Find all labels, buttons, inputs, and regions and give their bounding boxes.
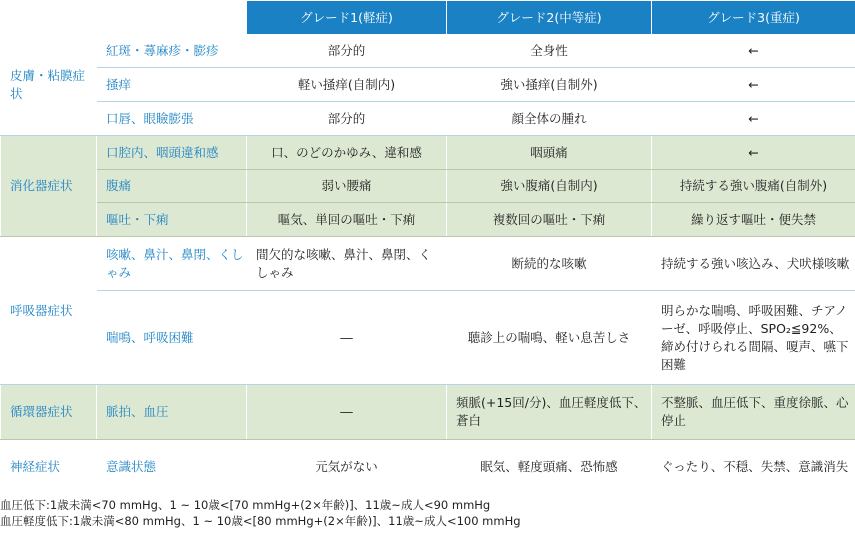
row-grade3: 明らかな喘鳴、呼吸困難、チアノーゼ、呼吸停止、SPO₂≦92%、締め付けられる間隔、嗄声、嚥下困難 bbox=[652, 291, 855, 385]
row-grade1: 口、のどのかゆみ、違和感 bbox=[247, 136, 447, 170]
row-grade1: 軽い掻痒(自制内) bbox=[247, 68, 447, 102]
table-row bbox=[1, 385, 855, 440]
row-grade2: 咽頭痛 bbox=[447, 136, 652, 170]
footnotes bbox=[0, 497, 521, 529]
row-item: 口唇、眼瞼膨張 bbox=[97, 102, 247, 136]
row-grade1: 部分的 bbox=[247, 102, 447, 136]
header-grade2: グレード2(中等症) bbox=[447, 1, 652, 35]
row-grade1: 元気がない bbox=[247, 440, 447, 494]
row-grade2: 眠気、軽度頭痛、恐怖感 bbox=[447, 440, 652, 494]
row-grade3: ← bbox=[652, 136, 855, 170]
table-row bbox=[1, 102, 855, 136]
row-grade2: 全身性 bbox=[447, 35, 652, 68]
row-grade1: ― bbox=[247, 291, 447, 385]
row-grade3: 繰り返す嘔吐・便失禁 bbox=[652, 203, 855, 237]
row-item: 嘔吐・下痢 bbox=[97, 203, 247, 237]
row-grade2: 強い腹痛(自制内) bbox=[447, 170, 652, 203]
table-row bbox=[1, 136, 855, 170]
row-grade1: 弱い腰痛 bbox=[247, 170, 447, 203]
row-grade1: 間欠的な咳嗽、鼻汁、鼻閉、くしゃみ bbox=[247, 237, 447, 291]
row-item: 意識状態 bbox=[97, 440, 247, 494]
row-grade2: 頻脈(+15回/分)、血圧軽度低下、蒼白 bbox=[447, 385, 652, 440]
row-item: 掻痒 bbox=[97, 68, 247, 102]
category-circulatory: 循環器症状 bbox=[1, 385, 97, 440]
footnote-hypotension: 血圧低下:1歳未満<70 mmHg、1 ~ 10歳<[70 mmHg+(2×年齢)]、11歳~成人<90 mmHg bbox=[0, 498, 491, 512]
header-row bbox=[1, 1, 855, 35]
table-row bbox=[1, 170, 855, 203]
table-row bbox=[1, 291, 855, 385]
header-blank-2 bbox=[97, 1, 247, 35]
row-grade2: 複数回の嘔吐・下痢 bbox=[447, 203, 652, 237]
table-row bbox=[1, 237, 855, 291]
table-row bbox=[1, 68, 855, 102]
row-item: 脈拍、血圧 bbox=[97, 385, 247, 440]
category-neuro: 神経症状 bbox=[1, 440, 97, 494]
row-grade1: ― bbox=[247, 385, 447, 440]
row-item: 咳嗽、鼻汁、鼻閉、くしゃみ bbox=[97, 237, 247, 291]
row-grade3: ← bbox=[652, 102, 855, 136]
category-respiratory: 呼吸器症状 bbox=[1, 237, 97, 385]
header-blank bbox=[1, 1, 97, 35]
row-grade1: 嘔気、単回の嘔吐・下痢 bbox=[247, 203, 447, 237]
row-grade2: 強い掻痒(自制外) bbox=[447, 68, 652, 102]
row-grade3: 持続する強い咳込み、犬吠様咳嗽 bbox=[652, 237, 855, 291]
table-row bbox=[1, 203, 855, 237]
row-grade3: 持続する強い腹痛(自制外) bbox=[652, 170, 855, 203]
row-item: 口腔内、咽頭違和感 bbox=[97, 136, 247, 170]
category-digestive: 消化器症状 bbox=[1, 136, 97, 237]
row-grade3: 不整脈、血圧低下、重度徐脈、心停止 bbox=[652, 385, 855, 440]
row-item: 紅斑・蕁麻疹・膨疹 bbox=[97, 35, 247, 68]
table-row bbox=[1, 35, 855, 68]
row-grade1: 部分的 bbox=[247, 35, 447, 68]
footnote-mild-hypotension: 血圧軽度低下:1歳未満<80 mmHg、1 ~ 10歳<[80 mmHg+(2×年齢)]、11歳~成人<100 mmHg bbox=[0, 514, 521, 528]
category-skin: 皮膚・粘膜症状 bbox=[1, 35, 97, 136]
row-grade2: 聴診上の喘鳴、軽い息苦しさ bbox=[447, 291, 652, 385]
header-grade1: グレード1(軽症) bbox=[247, 1, 447, 35]
row-grade3: ← bbox=[652, 68, 855, 102]
row-grade2: 断続的な咳嗽 bbox=[447, 237, 652, 291]
row-grade3: ← bbox=[652, 35, 855, 68]
row-item: 腹痛 bbox=[97, 170, 247, 203]
header-grade3: グレード3(重症) bbox=[652, 1, 855, 35]
row-grade2: 顔全体の腫れ bbox=[447, 102, 652, 136]
table-row bbox=[1, 440, 855, 494]
row-item: 喘鳴、呼吸困難 bbox=[97, 291, 247, 385]
row-grade3: ぐったり、不穏、失禁、意識消失 bbox=[652, 440, 855, 494]
